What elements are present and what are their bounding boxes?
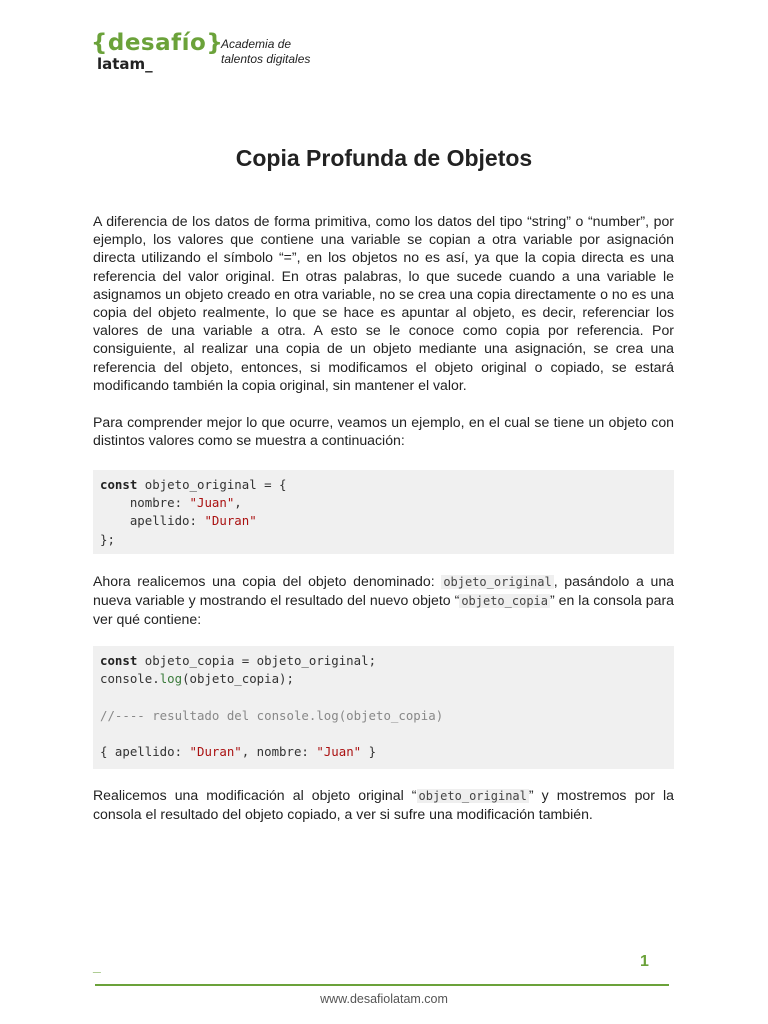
text-run: ” en la consola para ver qué contiene: xyxy=(93,592,674,628)
code-text: console. xyxy=(100,671,160,687)
code-block-copy-object xyxy=(93,646,674,769)
code-text: nombre: xyxy=(100,495,190,511)
code-text: apellido: xyxy=(100,513,205,529)
logo-subword: latam_ xyxy=(97,55,153,73)
paragraph-modification xyxy=(93,786,674,823)
code-text: } xyxy=(361,744,377,760)
text-run: Realicemos una modificación al objeto original “ xyxy=(93,787,417,803)
paragraph-copy-explanation xyxy=(93,572,674,629)
code-text: , xyxy=(234,495,242,511)
code-string: "Duran" xyxy=(189,744,242,760)
code-comment: //---- resultado del console.log(objeto_copia) xyxy=(100,707,444,723)
code-text: { apellido: xyxy=(100,744,190,760)
footer-url: www.desafiolatam.com xyxy=(320,992,448,1006)
brand-logo xyxy=(91,30,311,73)
tagline-line-2: talentos digitales xyxy=(221,52,311,66)
code-function: log xyxy=(159,671,183,687)
code-string: "Juan" xyxy=(316,744,362,760)
code-text: objeto_copia = objeto_original; xyxy=(137,653,377,668)
code-text: }; xyxy=(100,531,115,547)
code-block-original-object xyxy=(93,470,674,554)
paragraph-intro: A diferencia de los datos de forma primitiva, como los datos del tipo “string” o “number”, por ejemplo, los valores que contiene una variable se copian a otra variable por asignación directa utilizando el símbolo “=”, en los objetos no es así, ya que la copia directa es una referencia del valor original. En otras palabras, lo que sucede cuando a una variable le asignamos un objeto creado en otra variable, no se crea una copia directamente o no es una copia del objeto realmente, lo que se hace es apuntar al objeto, es decir, referenciar los valores de una variable a otra. A esto se le conoce como copia por referencia. Por consiguiente, al realizar una copia de un objeto mediante una asignación, se crea una referencia del objeto, entonces, si modificamos el objeto original o copiado, se estará modificando también la copia original, sin mantener el valor. xyxy=(93,213,674,393)
inline-code: objeto_original xyxy=(443,575,552,589)
code-text: , nombre: xyxy=(241,744,317,760)
code-keyword: const xyxy=(100,477,138,492)
code-string: "Duran" xyxy=(204,513,257,529)
paragraph-example-intro: Para comprender mejor lo que ocurre, veamos un ejemplo, en el cual se tiene un objeto con distintos valores como se muestra a continuación: xyxy=(93,414,674,449)
code-text: (objeto_copia); xyxy=(182,671,294,687)
code-keyword: const xyxy=(100,653,138,668)
page-title: Copia Profunda de Objetos xyxy=(235,145,533,171)
code-text: objeto_original = { xyxy=(137,477,287,492)
text-run: ” y mostremos por la consola el resultado del objeto copiado, a ver si sufre una modificación también. xyxy=(93,787,674,823)
inline-code: objeto_original xyxy=(418,789,527,803)
inline-code: objeto_copia xyxy=(461,594,549,609)
logo-wordmark: {desafío} xyxy=(91,30,224,56)
text-run: Ahora realicemos una copia del objeto denominado: xyxy=(93,573,442,589)
tagline-line-1: Academia de xyxy=(221,37,292,51)
page-number: 1 xyxy=(640,953,649,970)
logo-tagline xyxy=(221,37,310,67)
footer-divider xyxy=(95,984,669,986)
code-string: "Juan" xyxy=(189,495,235,511)
footer-dash: _ xyxy=(93,958,101,974)
text-run: , pasándolo a una nueva variable y mostrando el resultado del nuevo objeto “ xyxy=(93,573,674,609)
